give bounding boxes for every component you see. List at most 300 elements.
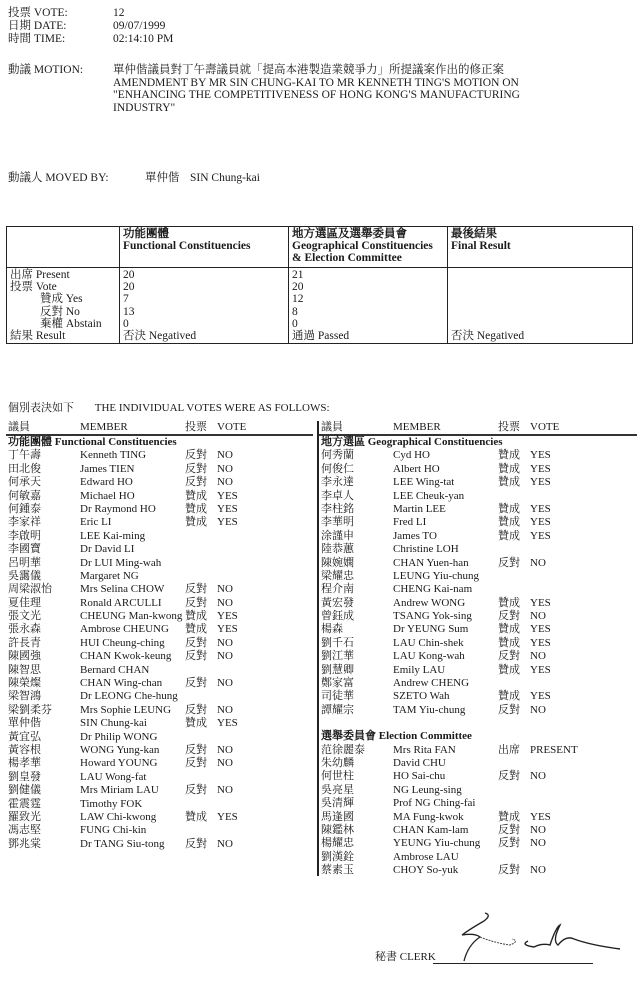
vote-cn (498, 797, 530, 810)
vote-en: NO (217, 476, 233, 489)
member-row (319, 677, 637, 690)
final-result: 否決 Negatived (451, 330, 525, 342)
member-name-cn: 吳清輝 (321, 797, 354, 810)
member-name-cn: 丁午壽 (8, 449, 41, 462)
geographical-group-title: 地方選區 Geographical Constituencies (321, 436, 503, 448)
member-name-cn: 黃宜弘 (8, 730, 41, 743)
member-name-cn: 何承天 (8, 476, 41, 489)
label-vote: 投票 Vote (10, 281, 57, 294)
vote-number: 12 (113, 7, 125, 19)
label-result: 結果 Result (10, 330, 66, 343)
member-name-cn: 梁智鴻 (8, 690, 41, 703)
member-row (6, 463, 313, 476)
member-name-en: Dr YEUNG Sum (393, 623, 469, 636)
vote-en: YES (530, 476, 551, 489)
member-name-cn: 羅致光 (8, 810, 41, 823)
member-name-en: Mrs Sophie LEUNG (80, 703, 172, 716)
vote-en (217, 771, 277, 784)
label-abstain: 棄權 Abstain (40, 317, 102, 330)
geographical-votes-column (317, 421, 637, 876)
header-cn: 功能團體 (123, 228, 169, 240)
functional-yes: 7 (123, 293, 129, 306)
vote-cn: 反對 (185, 784, 207, 797)
vote-cn: 反對 (498, 650, 520, 663)
member-name-en: Prof NG Ching-fai (393, 797, 476, 810)
vote-en: YES (217, 623, 238, 636)
member-row (319, 476, 637, 489)
member-name-cn: 劉皇發 (8, 770, 41, 783)
motion-text (113, 64, 633, 114)
member-name-cn: 許長青 (8, 636, 41, 649)
vote-cn: 反對 (498, 837, 520, 850)
member-name-cn: 馬逢國 (321, 810, 354, 823)
vote-cn: 贊成 (498, 636, 520, 649)
vote-cn (185, 557, 217, 570)
vote-cn: 贊成 (498, 449, 520, 462)
geographical-abstain: 0 (292, 317, 298, 330)
vote-en: YES (217, 810, 238, 823)
header-cn: 最後結果 (451, 228, 497, 240)
vote-en: NO (530, 864, 546, 877)
vote-en (217, 798, 277, 811)
member-name-cn: 鄭家富 (321, 677, 354, 690)
vote-cn: 出席 (498, 743, 520, 756)
member-row (319, 744, 637, 757)
vote-cn: 贊成 (498, 623, 520, 636)
member-row (319, 597, 637, 610)
member-row (319, 797, 637, 810)
vote-en: NO (530, 610, 546, 623)
geographical-member-list (319, 449, 637, 717)
member-row (6, 811, 313, 824)
vote-cn: 贊成 (185, 623, 207, 636)
member-name-en: Dr LEONG Che-hung (80, 690, 178, 703)
member-name-en: Dr TANG Siu-tong (80, 837, 165, 850)
election-member-list (319, 744, 637, 878)
vote-cn: 贊成 (185, 810, 207, 823)
date-label: 日期 DATE: (8, 20, 67, 32)
clerk-label: 秘書 CLERK (375, 951, 436, 963)
time-label: 時間 TIME: (8, 33, 66, 45)
vote-en (217, 557, 277, 570)
member-row (6, 557, 313, 570)
member-name-en: CHAN Yuen-han (393, 556, 469, 569)
member-name-cn: 陳鑑林 (321, 823, 354, 836)
member-name-en: YEUNG Yiu-chung (393, 837, 481, 850)
summary-header-blank (7, 227, 120, 268)
vote-cn: 贊成 (498, 690, 520, 703)
summary-row-labels (7, 268, 120, 344)
vote-en: NO (217, 677, 233, 690)
vote-cn: 反對 (498, 864, 520, 877)
member-name-cn: 李家祥 (8, 516, 41, 529)
vote-en: YES (217, 610, 238, 623)
member-name-en: James TO (393, 529, 437, 542)
member-name-cn: 司徒華 (321, 690, 354, 703)
member-name-en: Fred LI (393, 516, 427, 529)
vote-en: NO (217, 449, 233, 462)
header-vote-cn: 投票 (185, 421, 207, 433)
member-name-en: LEE Wing-tat (393, 476, 455, 489)
member-name-cn: 劉千石 (321, 636, 354, 649)
vote-en: NO (217, 703, 233, 716)
member-name-cn: 程介南 (321, 583, 354, 596)
member-row (319, 770, 637, 783)
member-row (6, 677, 313, 690)
member-name-cn: 李國寶 (8, 543, 41, 556)
vote-en: YES (217, 717, 238, 730)
header-en: Geographical Constituencies & Election Committee (292, 240, 433, 265)
member-row (319, 811, 637, 824)
vote-cn: 反對 (185, 743, 207, 756)
motion-line: INDUSTRY" (113, 101, 176, 114)
member-name-cn: 田北俊 (8, 462, 41, 475)
member-row (319, 664, 637, 677)
vote-cn: 贊成 (498, 462, 520, 475)
vote-en: NO (530, 770, 546, 783)
functional-counts (120, 268, 289, 344)
vote-en (530, 543, 590, 556)
member-row (6, 784, 313, 797)
member-name-cn: 陳國強 (8, 650, 41, 663)
member-row (6, 570, 313, 583)
geographical-counts (289, 268, 448, 344)
member-row (6, 490, 313, 503)
vote-cn: 贊成 (498, 529, 520, 542)
member-row (319, 449, 637, 462)
member-name-cn: 黃容根 (8, 743, 41, 756)
member-row (6, 476, 313, 489)
member-name-cn: 蔡素玉 (321, 864, 354, 877)
member-row (319, 837, 637, 850)
vote-cn: 反對 (498, 770, 520, 783)
member-row (319, 530, 637, 543)
member-name-cn: 陳婉嫻 (321, 556, 354, 569)
vote-en (530, 490, 590, 503)
member-row (319, 757, 637, 770)
member-row (6, 530, 313, 543)
member-name-en: SIN Chung-kai (80, 717, 147, 730)
title-cn: 個別表決如下 (8, 402, 74, 414)
vote-en (217, 731, 277, 744)
vote-en: YES (530, 690, 551, 703)
member-name-en: TSANG Yok-sing (393, 610, 472, 623)
header-en: Final Result (451, 240, 511, 253)
member-name-en: CHAN Kam-lam (393, 823, 469, 836)
member-name-en: Dr Philip WONG (80, 730, 158, 743)
member-row (6, 798, 313, 811)
final-result-cell (448, 268, 633, 344)
vote-cn (185, 530, 217, 543)
label-present: 出席 Present (10, 269, 70, 281)
vote-en: NO (217, 462, 233, 475)
geographical-no: 8 (292, 305, 298, 318)
member-name-cn: 何敏嘉 (8, 489, 41, 502)
vote-cn (185, 771, 217, 784)
mover-name-cn: 單仲偕 (145, 172, 180, 184)
member-name-en: Andrew CHENG (393, 677, 470, 690)
member-row (319, 650, 637, 663)
member-name-en: Mrs Rita FAN (393, 743, 456, 756)
member-row (6, 637, 313, 650)
vote-cn (498, 757, 530, 770)
member-name-cn: 霍震霆 (8, 797, 41, 810)
summary-body-row (7, 268, 633, 344)
member-row (319, 637, 637, 650)
member-name-en: CHOY So-yuk (393, 864, 459, 877)
member-row (319, 557, 637, 570)
vote-en: YES (530, 502, 551, 515)
summary-header-geographical (289, 227, 448, 268)
member-name-en: Howard YOUNG (80, 757, 158, 770)
vote-en: NO (217, 596, 233, 609)
summary-header-final (448, 227, 633, 268)
member-name-en: Bernard CHAN (80, 663, 150, 676)
member-name-en: FUNG Chi-kin (80, 824, 147, 837)
member-name-cn: 李卓人 (321, 489, 354, 502)
member-row (6, 704, 313, 717)
column-header (319, 421, 637, 436)
member-name-cn: 何鍾泰 (8, 502, 41, 515)
member-name-cn: 梁耀忠 (321, 569, 354, 582)
vote-en: NO (530, 650, 546, 663)
motion-line: "ENHANCING THE COMPETITIVENESS OF HONG KONG'S MANUFACTURING (113, 89, 520, 101)
member-name-en: Eric LI (80, 516, 112, 529)
geographical-present: 21 (292, 269, 304, 281)
vote-cn (185, 570, 217, 583)
member-row (319, 543, 637, 556)
vote-en: YES (530, 810, 551, 823)
vote-en: NO (217, 650, 233, 663)
header-member-cn: 議員 (8, 421, 30, 433)
member-row (319, 824, 637, 837)
functional-vote: 20 (123, 281, 135, 294)
clerk-signature-icon (440, 905, 630, 965)
summary-header-functional (120, 227, 289, 268)
member-row (319, 704, 637, 717)
vote-cn (498, 570, 530, 583)
vote-en (530, 677, 590, 690)
vote-cn: 反對 (185, 757, 207, 770)
member-name-en: Ronald ARCULLI (80, 596, 162, 609)
member-row (6, 824, 313, 837)
member-row (6, 610, 313, 623)
member-row (319, 583, 637, 596)
motion-line: AMENDMENT BY MR SIN CHUNG-KAI TO MR KENNETH TING'S MOTION ON (113, 76, 519, 89)
vote-cn (498, 583, 530, 596)
vote-en (530, 797, 590, 810)
member-row (6, 771, 313, 784)
member-name-en: Cyd HO (393, 449, 430, 462)
vote-cn (185, 543, 217, 556)
vote-en: YES (530, 462, 551, 475)
vote-cn: 贊成 (498, 516, 520, 529)
member-name-cn: 陳榮燦 (8, 677, 41, 690)
vote-cn (498, 677, 530, 690)
vote-en: NO (530, 823, 546, 836)
vote-cn (185, 798, 217, 811)
member-name-cn: 張永森 (8, 623, 41, 636)
vote-cn: 反對 (498, 823, 520, 836)
vote-cn: 贊成 (185, 717, 207, 730)
member-row (6, 650, 313, 663)
member-name-cn: 楊孝華 (8, 757, 41, 770)
member-row (319, 623, 637, 636)
member-name-en: NG Leung-sing (393, 783, 462, 796)
member-name-en: Mrs Selina CHOW (80, 583, 165, 596)
member-row (6, 503, 313, 516)
member-name-cn: 李永達 (321, 476, 354, 489)
member-name-en: Kenneth TING (80, 449, 147, 462)
member-name-en: Timothy FOK (80, 797, 143, 810)
member-name-cn: 鄧兆棠 (8, 837, 41, 850)
member-name-cn: 劉江華 (321, 650, 354, 663)
member-name-cn: 呂明華 (8, 556, 41, 569)
motion-line-cn: 單仲偕議員對丁午壽議員就「提高本港製造業競爭力」所提議案作出的修正案 (113, 64, 504, 76)
member-name-cn: 何俊仁 (321, 462, 354, 475)
member-row (319, 516, 637, 529)
vote-en: YES (530, 596, 551, 609)
member-name-en: LAW Chi-kwong (80, 810, 157, 823)
header-member-en: MEMBER (393, 421, 441, 433)
header-cn: 地方選區及選舉委員會 (292, 228, 407, 240)
member-name-en: Michael HO (80, 489, 135, 502)
member-name-cn: 范徐麗泰 (321, 743, 365, 756)
member-name-cn: 夏佳理 (8, 596, 41, 609)
member-name-cn: 曾鈺成 (321, 610, 354, 623)
member-name-en: SZETO Wah (393, 690, 450, 703)
vote-cn: 反對 (498, 610, 520, 623)
member-row (6, 690, 313, 703)
vote-cn: 反對 (185, 650, 207, 663)
member-name-en: Ambrose LAU (393, 850, 459, 863)
header-member-cn: 議員 (321, 421, 343, 433)
vote-cn: 反對 (498, 556, 520, 569)
member-name-en: Dr Raymond HO (80, 502, 156, 515)
member-name-en: CHAN Kwok-keung (80, 650, 172, 663)
time-value: 02:14:10 PM (113, 33, 174, 45)
vote-en: NO (530, 556, 546, 569)
vote-cn (185, 690, 217, 703)
vote-cn (185, 731, 217, 744)
member-name-en: CHEUNG Man-kwong (80, 610, 183, 623)
member-name-en: David CHU (393, 756, 446, 769)
functional-present: 20 (123, 269, 135, 281)
summary-header-row (7, 227, 633, 268)
member-name-cn: 陸恭蕙 (321, 543, 354, 556)
member-name-en: Andrew WONG (393, 596, 466, 609)
member-row (6, 516, 313, 529)
member-name-en: Martin LEE (393, 502, 446, 515)
member-name-en: TAM Yiu-chung (393, 703, 466, 716)
vote-cn (498, 490, 530, 503)
vote-cn (185, 824, 217, 837)
member-name-en: Mrs Miriam LAU (80, 784, 159, 797)
geographical-vote: 20 (292, 281, 304, 294)
mover-name-en: SIN Chung-kai (190, 172, 260, 184)
vote-en (530, 784, 590, 797)
member-row (6, 597, 313, 610)
label-no: 反對 No (40, 305, 80, 318)
vote-en: YES (530, 663, 551, 676)
header-vote-cn: 投票 (498, 421, 520, 433)
member-row (319, 851, 637, 864)
member-row (319, 864, 637, 877)
member-name-cn: 吳亮星 (321, 783, 354, 796)
vote-cn: 反對 (185, 476, 207, 489)
vote-en (217, 664, 277, 677)
individual-votes-title (8, 402, 348, 415)
header-vote-en: VOTE (217, 421, 247, 433)
vote-cn: 反對 (185, 449, 207, 462)
vote-en: YES (217, 516, 238, 529)
vote-en: YES (530, 623, 551, 636)
member-name-cn: 朱幼麟 (321, 756, 354, 769)
member-name-cn: 張文光 (8, 610, 41, 623)
vote-cn (498, 543, 530, 556)
functional-votes-column (6, 421, 313, 851)
member-name-cn: 馮志堅 (8, 824, 41, 837)
member-name-en: LEUNG Yiu-chung (393, 569, 480, 582)
vote-cn: 反對 (185, 837, 207, 850)
member-name-cn: 劉健儀 (8, 784, 41, 797)
vote-en: NO (217, 583, 233, 596)
date-value: 09/07/1999 (113, 20, 166, 32)
vote-en (530, 851, 590, 864)
member-name-cn: 何世柱 (321, 770, 354, 783)
member-name-cn: 劉漢銓 (321, 850, 354, 863)
moved-by-label: 動議人 MOVED BY: (8, 172, 109, 184)
member-name-cn: 楊森 (321, 623, 343, 636)
vote-en (530, 583, 590, 596)
functional-no: 13 (123, 305, 135, 318)
vote-cn (498, 784, 530, 797)
member-row (6, 583, 313, 596)
member-name-cn: 單仲偕 (8, 717, 41, 730)
vote-en (217, 543, 277, 556)
vote-cn: 贊成 (498, 810, 520, 823)
member-row (319, 503, 637, 516)
functional-group-title: 功能團體 Functional Constituencies (8, 436, 177, 448)
vote-cn: 反對 (185, 596, 207, 609)
vote-en (530, 757, 590, 770)
vote-en (530, 570, 590, 583)
member-name-en: LAU Wong-fat (80, 770, 147, 783)
member-row (6, 623, 313, 636)
vote-en: NO (217, 636, 233, 649)
member-name-cn: 周梁淑怡 (8, 583, 52, 596)
member-row (6, 543, 313, 556)
member-name-en: WONG Yung-kan (80, 743, 160, 756)
vote-en: YES (530, 529, 551, 542)
vote-cn: 贊成 (498, 502, 520, 515)
vote-cn: 反對 (498, 703, 520, 716)
member-name-cn: 吳靄儀 (8, 569, 41, 582)
member-row (319, 570, 637, 583)
member-name-cn: 何秀蘭 (321, 449, 354, 462)
vote-cn: 贊成 (185, 610, 207, 623)
member-name-en: Dr LUI Ming-wah (80, 556, 162, 569)
member-name-cn: 梁劉柔芬 (8, 703, 52, 716)
vote-cn: 反對 (185, 636, 207, 649)
member-name-en: CHAN Wing-chan (80, 677, 163, 690)
member-name-en: CHENG Kai-nam (393, 583, 473, 596)
member-name-en: James TIEN (80, 462, 135, 475)
member-row (6, 731, 313, 744)
vote-cn: 贊成 (185, 489, 207, 502)
geographical-result: 通過 Passed (292, 330, 350, 343)
vote-en: PRESENT (530, 743, 578, 756)
